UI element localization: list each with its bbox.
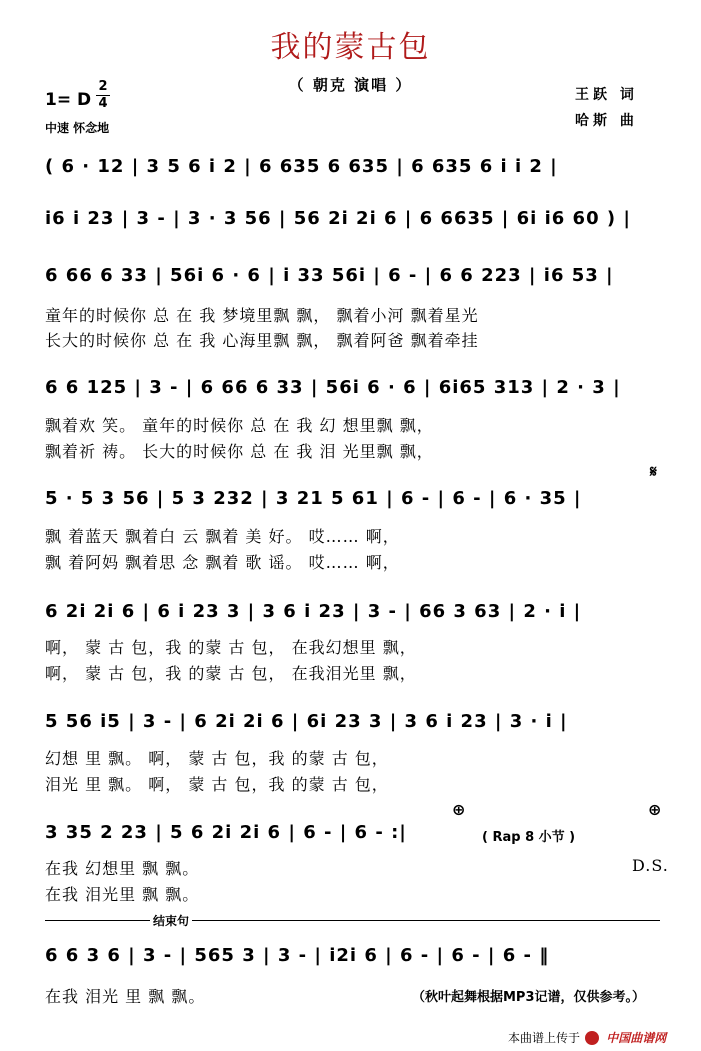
notation-line-2: i6 i 23 | 3 - | 3 · 3 56 | 56 2i 2i 6 | 6 6635 | 6i i6 60 ) |: [45, 208, 631, 229]
key-signature: 1= D: [45, 90, 92, 110]
lyric-line-5a: 飘 着蓝天 飘着白 云 飘着 美 好。 哎…… 啊，: [45, 527, 400, 546]
notation-line-1: ( 6 · 12 | 3 5 6 i 2 | 6 635 6 635 | 6 635 6 i i 2 |: [45, 156, 558, 177]
notation-line-5: 5 · 5 3 56 | 5 3 232 | 3 21 5 61 | 6 - | 6 - | 6 · 35 |: [45, 488, 582, 509]
lyric-line-8a: 在我 幻想里 飘 飘。: [45, 859, 200, 878]
lyric-line-7a: 幻想 里 飘。 啊， 蒙 古 包，我 的蒙 古 包，: [45, 749, 389, 768]
ending-section-label: 结束句: [150, 912, 192, 929]
ending-section-rule: [45, 920, 660, 921]
notation-line-4: 6 6 125 | 3 - | 6 66 6 33 | 56i 6 · 6 | 6i65 313 | 2 · 3 |: [45, 377, 621, 398]
lyric-line-4a: 飘着欢 笑。 童年的时候你 总 在 我 幻 想里飘 飘，: [45, 416, 434, 435]
lyric-line-9: 在我 泪光 里 飘 飘。: [45, 987, 206, 1006]
tempo-marking: 中速 怀念地: [45, 121, 110, 135]
site-logo-icon: [585, 1031, 599, 1045]
coda-icon: ⊕: [452, 800, 466, 819]
upload-text: 本曲谱上传于: [508, 1031, 581, 1045]
segno-icon: 𝄋: [650, 462, 657, 481]
notation-line-8: 3 35 2 23 | 5 6 2i 2i 6 | 6 - | 6 - :|: [45, 822, 407, 843]
page-title: 我的蒙古包: [270, 30, 431, 65]
lyric-line-6b: 啊， 蒙 古 包，我 的蒙 古 包， 在我泪光里 飘，: [45, 664, 417, 683]
lyric-line-3b: 长大的时候你 总 在 我 心海里飘 飘， 飘着阿爸 飘着牵挂: [45, 331, 479, 350]
notation-line-6: 6 2i 2i 6 | 6 i 23 3 | 3 6 i 23 | 3 - | 66 3 63 | 2 · i |: [45, 601, 582, 622]
transcription-note: （秋叶起舞根据MP3记谱，仅供参考。）: [412, 990, 646, 1005]
subtitle: （ 朝克 演唱 ）: [288, 76, 413, 94]
notation-line-7: 5 56 i5 | 3 - | 6 2i 2i 6 | 6i 23 3 | 3 6 i 23 | 3 · i |: [45, 711, 568, 732]
dal-segno-mark: D.S.: [632, 856, 669, 875]
meter-top: 2: [98, 79, 108, 94]
site-name[interactable]: 中国曲谱网: [606, 1031, 667, 1045]
lyric-line-5b: 飘 着阿妈 飘着思 念 飘着 歌 谣。 哎…… 啊，: [45, 553, 400, 572]
notation-line-3: 6 66 6 33 | 56i 6 · 6 | i 33 56i | 6 - | 6 6 223 | i6 53 |: [45, 265, 614, 286]
footer: [508, 1027, 666, 1046]
notation-line-9: 6 6 3 6 | 3 - | 565 3 | 3 - | i2i 6 | 6 - | 6 - | 6 - ‖: [45, 945, 550, 966]
lyric-line-8b: 在我 泪光里 飘 飘。: [45, 885, 200, 904]
lyric-line-6a: 啊， 蒙 古 包，我 的蒙 古 包， 在我幻想里 飘，: [45, 638, 417, 657]
lyric-line-4b: 飘着祈 祷。 长大的时候你 总 在 我 泪 光里飘 飘，: [45, 442, 434, 461]
meter-bottom: 4: [98, 96, 108, 111]
lyric-line-7b: 泪光 里 飘。 啊， 蒙 古 包，我 的蒙 古 包，: [45, 775, 389, 794]
coda-icon: ⊕: [648, 800, 662, 819]
time-signature: [96, 80, 110, 111]
rap-note: ( Rap 8 小节 ): [482, 830, 576, 845]
lyric-line-3a: 童年的时候你 总 在 我 梦境里飘 飘， 飘着小河 飘着星光: [45, 306, 479, 325]
composer-credit: 哈斯 曲: [575, 113, 638, 129]
lyricist-credit: 王跃 词: [575, 87, 638, 103]
